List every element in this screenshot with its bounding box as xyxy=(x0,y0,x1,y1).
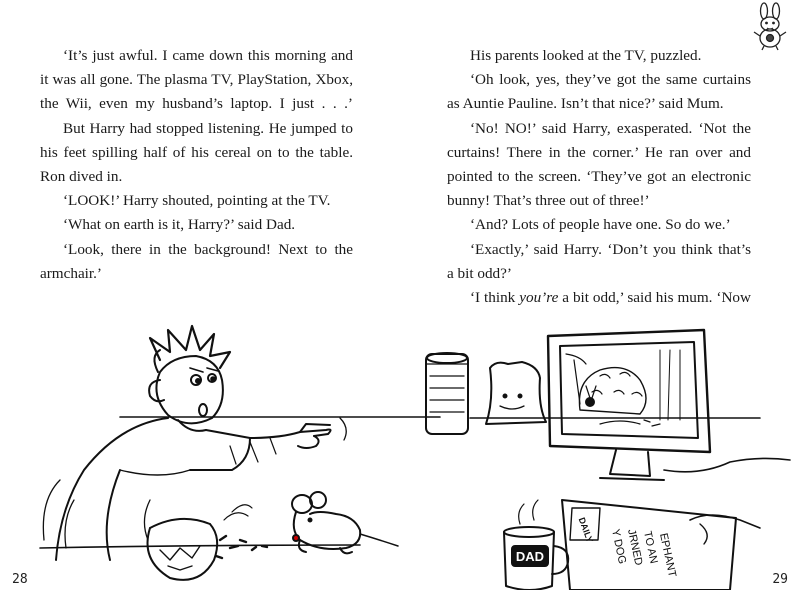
right-paragraph-6-emphasis: you’re xyxy=(519,289,559,307)
left-paragraph-2: But Harry had stopped listening. He jumped to his feet spilling half of his cereal on to the table. Ron dived in. xyxy=(40,119,353,186)
right-page-number: 29 xyxy=(772,572,788,587)
right-paragraph-6 xyxy=(447,286,751,310)
kitchen-illustration xyxy=(0,318,800,590)
tv xyxy=(548,330,790,480)
dad-mug xyxy=(504,500,568,590)
right-paragraph-6-start: ‘I think xyxy=(470,289,520,307)
ron-mouse xyxy=(292,492,398,553)
right-paragraph-5: ‘Exactly,’ said Harry. ‘Don’t you think that’s a bit odd?’ xyxy=(447,240,751,282)
newspaper-headline-4: EPHANT xyxy=(657,532,679,579)
left-paragraph-1: ‘It’s just awful. I came down this morning and it was all gone. The plasma TV, PlayStation, Xbox, the Wii, even my husband’s laptop. I just . . .’ xyxy=(40,47,353,113)
mug-label: DAD xyxy=(515,549,545,564)
bunny-icon xyxy=(748,2,792,52)
right-paragraph-3: ‘No! NO!’ said Harry, exasperated. ‘Not the curtains! There in the corner.’ He ran over and pointed to the screen. ‘They’ve got an electronic bunny! That’s three out of three!’ xyxy=(447,119,751,210)
left-paragraph-3: ‘LOOK!’ Harry shouted, pointing at the TV. xyxy=(63,192,331,210)
newspaper-headline-2: JRNED xyxy=(625,528,645,567)
right-paragraph-6-end: a bit odd,’ said his mum. ‘Now xyxy=(558,289,751,307)
jar xyxy=(426,353,468,434)
left-page-number: 28 xyxy=(12,572,28,587)
newspaper-headline-3: TO AN xyxy=(641,530,660,565)
flour-sack xyxy=(486,362,546,424)
cereal-bowl xyxy=(148,505,268,580)
left-paragraph-4: ‘What on earth is it, Harry?’ said Dad. xyxy=(63,216,296,234)
right-paragraph-4: ‘And? Lots of people have one. So do we.’ xyxy=(470,216,731,234)
newspaper-masthead: DAILY xyxy=(576,515,595,544)
right-paragraph-2: ‘Oh look, yes, they’ve got the same curtains as Auntie Pauline. Isn’t that nice?’ said Mum. xyxy=(447,71,751,113)
left-paragraph-5: ‘Look, there in the background! Next to the armchair.’ xyxy=(40,240,353,282)
right-paragraph-1: His parents looked at the TV, puzzled. xyxy=(470,47,702,64)
left-text-column xyxy=(40,44,353,286)
newspaper-headline-1: Y DOG xyxy=(609,528,629,566)
harry-figure xyxy=(43,326,346,560)
right-text-column xyxy=(447,44,751,310)
